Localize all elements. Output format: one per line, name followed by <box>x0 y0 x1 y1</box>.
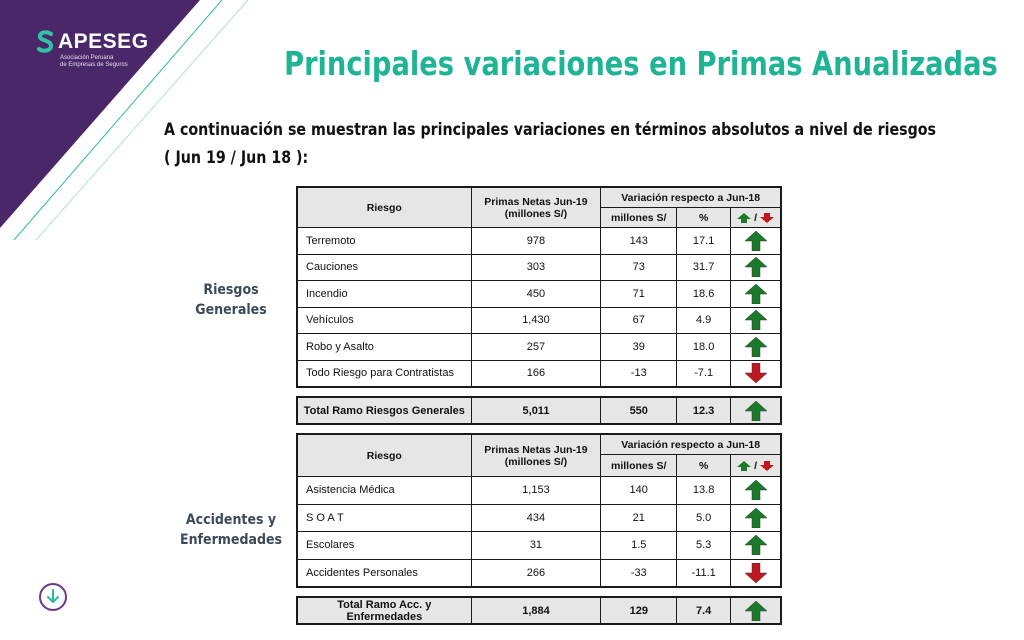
row-primas: 303 <box>471 254 601 281</box>
row-millones: 39 <box>601 334 677 361</box>
arrow-down-icon <box>745 363 767 383</box>
row-millones: 1.5 <box>601 532 677 560</box>
row-primas: 257 <box>471 334 601 361</box>
table-row <box>298 360 781 387</box>
header-millones: millones S/ <box>601 208 677 228</box>
header-direction: / <box>731 455 781 477</box>
table-row <box>298 281 781 308</box>
arrow-down-small-icon <box>760 213 774 223</box>
total-primas: 1,884 <box>471 598 601 624</box>
arrow-down-small-icon <box>760 461 774 471</box>
total-name: Total Ramo Acc. y Enfermedades <box>298 598 472 624</box>
row-direction <box>731 254 781 281</box>
row-direction <box>731 532 781 560</box>
row-primas: 1,153 <box>471 477 601 505</box>
arrow-up-icon <box>745 601 767 621</box>
section-label-generales: Riesgos Generales <box>195 282 267 318</box>
row-primas: 434 <box>471 504 601 532</box>
table-riesgos-generales <box>297 187 781 387</box>
header-variacion: Variación respecto a Jun-18 <box>601 435 781 455</box>
header-riesgo: Riesgo <box>298 435 472 477</box>
arrow-up-icon <box>745 310 767 330</box>
header-pct: % <box>677 455 731 477</box>
total-pct: 7.4 <box>677 598 731 624</box>
logo-mark-icon <box>36 30 56 54</box>
row-primas: 1,430 <box>471 307 601 334</box>
row-millones: 67 <box>601 307 677 334</box>
intro-line-1: A continuación se muestran las principales variaciones en términos absolutos a nivel de riesgos <box>164 120 937 140</box>
row-name: Terremoto <box>298 228 472 255</box>
row-millones: 21 <box>601 504 677 532</box>
total-primas: 5,011 <box>471 398 601 424</box>
arrow-down-icon <box>745 563 767 583</box>
row-name: Asistencia Médica <box>298 477 472 505</box>
header-riesgo: Riesgo <box>298 188 472 228</box>
table-row <box>298 532 781 560</box>
row-name: S O A T <box>298 504 472 532</box>
table-row <box>298 504 781 532</box>
arrow-up-icon <box>745 257 767 277</box>
header-variacion: Variación respecto a Jun-18 <box>601 188 781 208</box>
total-name: Total Ramo Riesgos Generales <box>298 398 472 424</box>
row-millones: 143 <box>601 228 677 255</box>
arrow-up-icon <box>745 535 767 555</box>
total-direction <box>731 398 781 424</box>
table-row <box>298 228 781 255</box>
row-pct: -11.1 <box>677 559 731 587</box>
row-direction <box>731 228 781 255</box>
total-row-generales <box>298 398 781 424</box>
table-total-generales <box>297 397 781 424</box>
row-primas: 266 <box>471 559 601 587</box>
row-direction <box>731 307 781 334</box>
arrow-up-small-icon <box>737 461 751 471</box>
row-direction <box>731 504 781 532</box>
row-millones: 73 <box>601 254 677 281</box>
brand-subtitle: Asociación Peruana de Empresas de Seguros <box>60 55 128 68</box>
row-pct: 5.3 <box>677 532 731 560</box>
row-pct: -7.1 <box>677 360 731 387</box>
row-primas: 166 <box>471 360 601 387</box>
header-millones: millones S/ <box>601 455 677 477</box>
row-name: Accidentes Personales <box>298 559 472 587</box>
header-pct: % <box>677 208 731 228</box>
row-pct: 18.0 <box>677 334 731 361</box>
row-millones: 140 <box>601 477 677 505</box>
row-direction <box>731 281 781 308</box>
arrow-up-small-icon <box>737 213 751 223</box>
total-millones: 129 <box>601 598 677 624</box>
row-pct: 17.1 <box>677 228 731 255</box>
row-direction <box>731 334 781 361</box>
row-pct: 31.7 <box>677 254 731 281</box>
row-name: Incendio <box>298 281 472 308</box>
table-row <box>298 559 781 587</box>
arrow-up-icon <box>745 284 767 304</box>
row-name: Escolares <box>298 532 472 560</box>
row-pct: 13.8 <box>677 477 731 505</box>
row-direction <box>731 477 781 505</box>
table-row <box>298 254 781 281</box>
table-accidentes-enfermedades <box>297 434 781 587</box>
row-name: Cauciones <box>298 254 472 281</box>
total-millones: 550 <box>601 398 677 424</box>
row-primas: 450 <box>471 281 601 308</box>
row-pct: 4.9 <box>677 307 731 334</box>
arrow-up-icon <box>745 508 767 528</box>
total-direction <box>731 598 781 624</box>
table-row <box>298 307 781 334</box>
total-pct: 12.3 <box>677 398 731 424</box>
row-pct: 18.6 <box>677 281 731 308</box>
row-millones: 71 <box>601 281 677 308</box>
header-direction: / <box>731 208 781 228</box>
row-direction <box>731 559 781 587</box>
arrow-up-icon <box>745 231 767 251</box>
total-row-accidentes <box>298 598 781 624</box>
row-name: Todo Riesgo para Contratistas <box>298 360 472 387</box>
download-circle-icon[interactable] <box>38 582 68 612</box>
row-name: Robo y Asalto <box>298 334 472 361</box>
header-primas: Primas Netas Jun-19 (millones S/) <box>471 435 601 477</box>
arrow-up-icon <box>745 401 767 421</box>
intro-text <box>164 116 1004 172</box>
row-direction <box>731 360 781 387</box>
table-row <box>298 477 781 505</box>
row-millones: -33 <box>601 559 677 587</box>
row-name: Vehículos <box>298 307 472 334</box>
table-total-accidentes <box>297 597 781 624</box>
section-label-accidentes: Accidentes y Enfermedades <box>179 512 283 548</box>
row-millones: -13 <box>601 360 677 387</box>
arrow-up-icon <box>745 480 767 500</box>
page-title: Principales variaciones en Primas Anualizadas <box>284 44 998 83</box>
intro-line-2: ( Jun 19 / Jun 18 ): <box>164 148 309 168</box>
header-primas: Primas Netas Jun-19 (millones S/) <box>471 188 601 228</box>
brand-name: APESEG <box>58 30 149 53</box>
table-row <box>298 334 781 361</box>
row-pct: 5.0 <box>677 504 731 532</box>
row-primas: 31 <box>471 532 601 560</box>
arrow-up-icon <box>745 337 767 357</box>
row-primas: 978 <box>471 228 601 255</box>
